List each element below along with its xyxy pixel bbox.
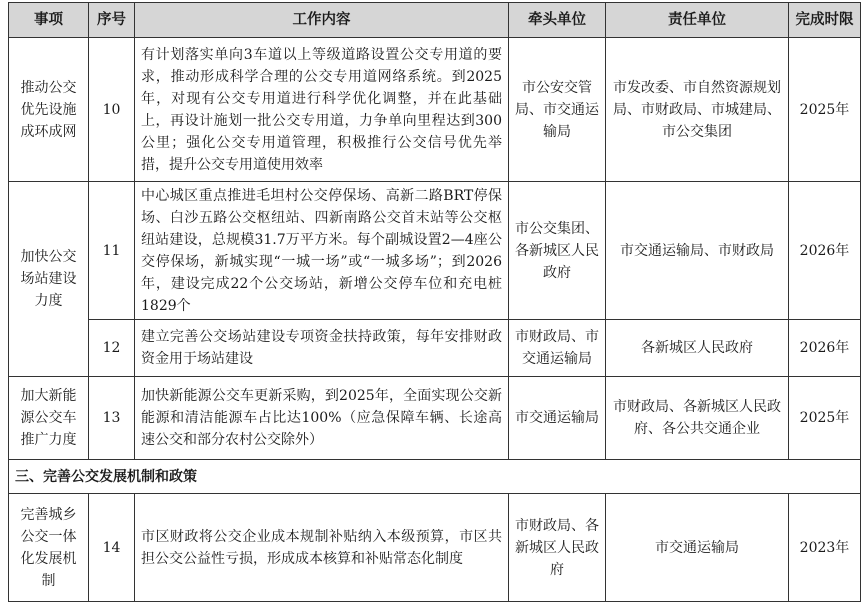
header-item: 事项 [9,3,89,38]
section-heading: 三、完善公交发展机制和政策 [9,460,861,494]
responsible-cell: 市发改委、市自然资源规划局、市财政局、市城建局、市公交集团 [606,38,789,182]
lead-cell: 市交通运输局 [509,377,606,460]
table-row [9,494,861,602]
responsible-cell: 市财政局、各新城区人民政府、各公共交通企业 [606,377,789,460]
header-lead: 牵头单位 [509,3,606,38]
section-row [9,460,861,494]
content-cell: 中心城区重点推进毛坦村公交停保场、高新二路BRT停保场、白沙五路公交枢纽站、四新南路公交首末站等公交枢纽站建设，总规模31.7万平方米。每个副城设置2—4座公交停保场，新城实现“一城一场”或“一城多场”；到2026年，建设完成22个公交场站，新增公交停车位和充电桩1829个 [135,182,509,320]
no-cell: 10 [89,38,135,182]
header-responsible: 责任单位 [606,3,789,38]
content-cell: 建立完善公交场站建设专项资金扶持政策，每年安排财政资金用于场站建设 [135,320,509,377]
header-row [9,3,861,38]
header-content: 工作内容 [135,3,509,38]
responsible-cell: 市交通运输局、市财政局 [606,182,789,320]
lead-cell: 市财政局、市交通运输局 [509,320,606,377]
deadline-cell: 2026年 [789,320,861,377]
no-cell: 11 [89,182,135,320]
lead-cell: 市公交集团、各新城区人民政府 [509,182,606,320]
deadline-cell: 2025年 [789,38,861,182]
no-cell: 13 [89,377,135,460]
content-cell: 加快新能源公交车更新采购，到2025年，全面实现公交新能源和清洁能源车占比达100%（应急保障车辆、长途高速公交和部分农村公交除外） [135,377,509,460]
responsible-cell: 各新城区人民政府 [606,320,789,377]
no-cell: 14 [89,494,135,602]
item-cell: 加大新能源公交车推广力度 [9,377,89,460]
lead-cell: 市财政局、各新城区人民政府 [509,494,606,602]
table-row [9,182,861,320]
table-row [9,320,861,377]
table-row [9,377,861,460]
content-cell: 有计划落实单向3车道以上等级道路设置公交专用道的要求，推动形成科学合理的公交专用道网络系统。到2025年，对现有公交专用道进行科学优化调整，并在此基础上，再设计施划一批公交专用道，力争单向里程达到300公里；强化公交专用道管理，积极推行公交信号优先举措，提升公交专用道使用效率 [135,38,509,182]
content-cell: 市区财政将公交企业成本规制补贴纳入本级预算，市区共担公交公益性亏损，形成成本核算和补贴常态化制度 [135,494,509,602]
item-cell: 推动公交优先设施成环成网 [9,38,89,182]
responsible-cell: 市交通运输局 [606,494,789,602]
deadline-cell: 2025年 [789,377,861,460]
item-cell: 加快公交场站建设力度 [9,182,89,377]
work-plan-table [8,2,861,602]
deadline-cell: 2023年 [789,494,861,602]
item-cell: 完善城乡公交一体化发展机制 [9,494,89,602]
deadline-cell: 2026年 [789,182,861,320]
no-cell: 12 [89,320,135,377]
lead-cell: 市公安交管局、市交通运输局 [509,38,606,182]
table-row [9,38,861,182]
header-deadline: 完成时限 [789,3,861,38]
header-no: 序号 [89,3,135,38]
